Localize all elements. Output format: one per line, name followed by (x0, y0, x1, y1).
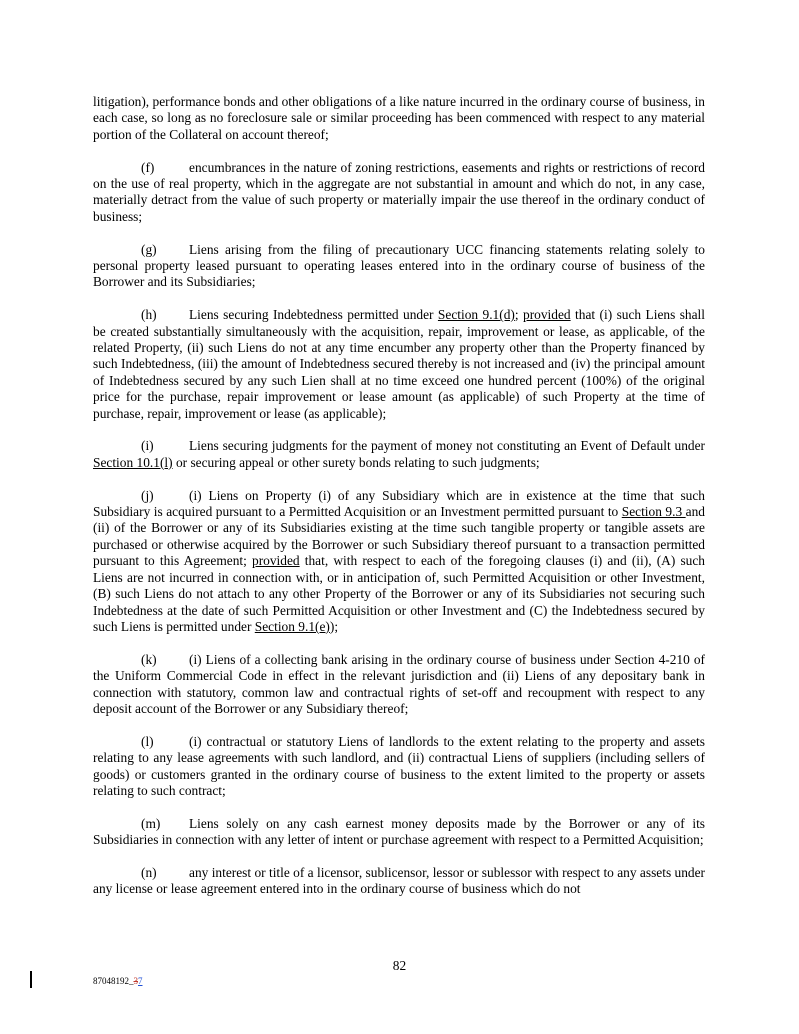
clause-text: (i) Liens on Property (i) of any Subsidiary which are in existence at the time that such Subsidiary is acquired pursuant to a Permitted Acquisition or an Investment permitted pursuant to (93, 487, 705, 520)
change-bar (30, 971, 32, 988)
document-body (93, 94, 705, 914)
clause-label: (f) (141, 159, 155, 175)
clause-m (93, 816, 705, 849)
clause-text: Liens arising from the filing of precautionary UCC financing statements relating solely to personal property leased pursuant to operating leases entered into in the ordinary course of business of the Borrower and its Subsidiaries; (93, 241, 705, 290)
clause-label: (i) (141, 438, 154, 454)
section-reference: Section 9.3 (621, 504, 686, 520)
clause-l (93, 734, 705, 800)
clause-text: any interest or title of a licensor, sublicensor, lessor or sublessor with respect to any assets under any license or lease agreement entered into in the ordinary course of business which do not (93, 864, 705, 897)
clause-label: (g) (141, 241, 157, 257)
clause-g (93, 242, 705, 291)
provided-term: provided (252, 553, 300, 569)
document-id-deleted: 3 (133, 976, 138, 986)
clause-text: Liens securing Indebtedness permitted under (189, 307, 438, 323)
clause-k (93, 652, 705, 718)
clause-text: Liens solely on any cash earnest money deposits made by the Borrower or any of its Subsidiaries in connection with any letter of intent or purchase agreement with respect to a Permitted Acquisition; (93, 815, 705, 848)
clause-f (93, 160, 705, 226)
clause-n (93, 865, 705, 898)
clause-h (93, 307, 705, 422)
clause-label: (l) (141, 733, 154, 749)
clause-text: (i) contractual or statutory Liens of landlords to the extent relating to the property and assets relating to any lease agreements with such landlord, and (ii) contractual Liens of suppliers (including sellers of goods) or customers granted in the ordinary course of business to the extent limited to the property or assets relating to such contract; (93, 733, 705, 798)
clause-text: ); (329, 618, 339, 634)
clause-text: that, with respect to each of the foregoing clauses (i) and (ii), (A) such Liens are not incurred in connection with, or in anticipation of, such Permitted Acquisition or other Investment, (B) such Liens do not attach to any other Property of the Borrower or any of its Subsidiaries not securing such Indebtedness at the date of such Permitted Acquisition or other Investment and (C) the Indebtedness secured by such Liens is permitted under (93, 553, 705, 634)
clause-text: encumbrances in the nature of zoning restrictions, easements and rights or restrictions of record on the use of real property, which in the aggregate are not substantial in amount and which do not, in any case, materially detract from the value of such property or materially impair the use thereof in the ordinary conduct of business; (93, 159, 705, 224)
clause-text: or securing appeal or other surety bonds relating to such judgments; (172, 454, 540, 470)
clause-j (93, 488, 705, 636)
paragraph-text: litigation), performance bonds and other obligations of a like nature incurred in the ordinary course of business, in each case, so long as no foreclosure sale or similar proceeding has been commenced with respect to any material portion of the Collateral on account thereof; (93, 94, 705, 142)
clause-text: and (ii) of the Borrower or any of its Subsidiaries existing at the time such tangible property or tangible assets are purchased or otherwise acquired by the Borrower or such Subsidiary thereof pursuant to a transaction permitted pursuant to this Agreement; (93, 504, 705, 569)
clause-label: (m) (141, 815, 161, 831)
document-id (93, 976, 143, 986)
clause-text: (i) Liens of a collecting bank arising in the ordinary course of business under Section 4-210 of the Uniform Commercial Code in effect in the relevant jurisdiction and (ii) Liens of any depositary bank in connection with statutory, common law and contractual rights of set-off and recoupment with respect to any deposit account of the Borrower or any Subsidiary thereof; (93, 651, 705, 716)
provided-term: provided (523, 307, 571, 323)
clause-label: (k) (141, 651, 157, 667)
section-reference: Section 9.1(d) (437, 307, 515, 323)
page-number: 82 (392, 958, 407, 973)
section-reference: Section 9.1(e) (254, 618, 330, 634)
document-id-base: 87048192_ (93, 976, 134, 986)
paragraph-continued (93, 94, 705, 143)
clause-label: (n) (141, 864, 157, 880)
clause-text: ; (514, 307, 523, 323)
document-id-inserted: 7 (138, 976, 143, 986)
clause-text: that (i) such Liens shall be created substantially simultaneously with the acquisition, repair, improvement or lease, as applicable, of the related Property, (ii) such Liens do not at any time encumber any property other than the Property financed by such Indebtedness, (iii) the amount of Indebtedness secured thereby is not increased and (iv) the principal amount of Indebtedness secured by any such Lien shall at no time exceed one hundred percent (100%) of the original price for the purchase, repair improvement or lease amount (as applicable) of such Property at the time of purchase, repair, improvement or lease (as applicable); (93, 307, 705, 421)
clause-text: Liens securing judgments for the payment of money not constituting an Event of Default under (189, 438, 705, 454)
clause-label: (j) (141, 487, 154, 503)
clause-i (93, 438, 705, 471)
clause-label: (h) (141, 307, 157, 323)
section-reference: Section 10.1(l) (93, 454, 173, 470)
